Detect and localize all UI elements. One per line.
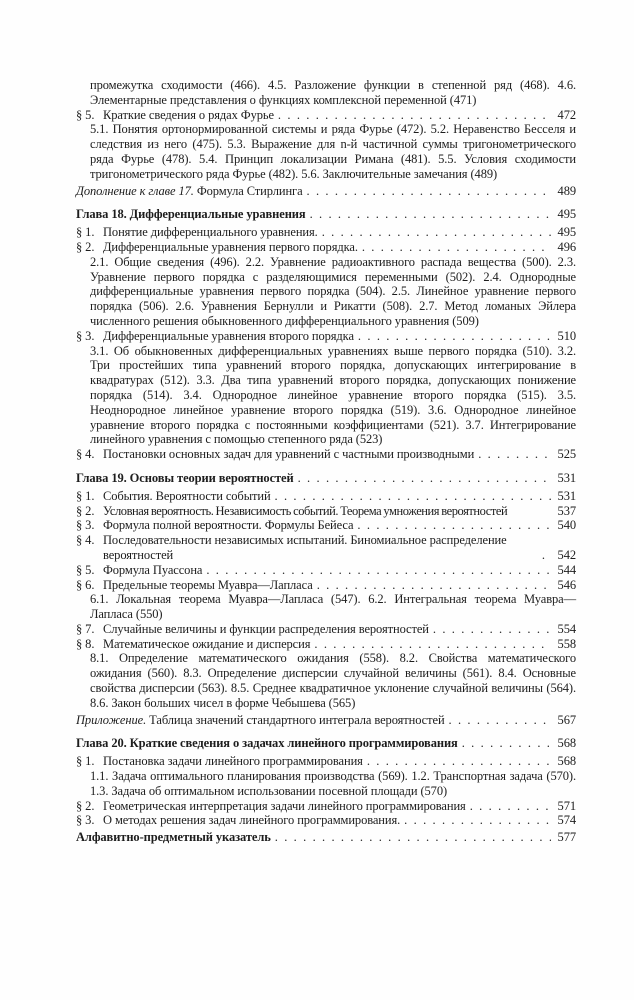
entry-page-number: 544 [557, 562, 576, 577]
dot-leader [470, 799, 551, 814]
toc-supplement [76, 713, 576, 728]
section-marker: § 8. [76, 636, 95, 651]
entry-title: Геометрическая интерпретация задачи линейного программирования [103, 798, 466, 813]
section-marker: § 1. [76, 754, 95, 769]
toc-section [76, 813, 576, 828]
dot-leader [462, 736, 551, 751]
dot-leader [278, 108, 551, 123]
supplement-label: Приложение. [76, 712, 147, 727]
dot-leader [317, 578, 551, 593]
toc-section [76, 754, 576, 769]
dot-leader [542, 548, 551, 563]
entry-title: О методах решения задач линейного программирования. [103, 813, 401, 828]
entry-title [76, 713, 445, 728]
dot-leader [362, 240, 551, 255]
entry-page-number: 495 [557, 225, 576, 240]
toc-section [76, 563, 576, 578]
dot-leader [404, 813, 551, 828]
toc-subitems: 6.1. Локальная теорема Муавра—Лапласа (547). 6.2. Интегральная теорема Муавра—Лапласа (550) [90, 592, 576, 622]
entry-title: Последовательности независимых испытаний. Биномиальное распределение вероятностей [103, 533, 507, 562]
toc-section [76, 504, 576, 519]
entry-page-number: 567 [557, 712, 576, 727]
entry-title: Дифференциальные уравнения первого порядка. [103, 239, 358, 254]
section-marker: § 3. [76, 518, 95, 533]
entry-title: Понятие дифференциального уравнения. [103, 225, 318, 240]
dot-leader [449, 713, 551, 728]
section-marker: § 5. [76, 562, 95, 577]
dot-leader [367, 754, 551, 769]
toc-section [76, 518, 576, 533]
chapter-title: Глава 19. Основы теории вероятностей [76, 470, 294, 485]
entry-title: Дифференциальные уравнения второго порядка [103, 328, 354, 343]
toc-supplement [76, 184, 576, 199]
entry-page-number: 546 [557, 577, 576, 592]
toc-section [76, 578, 576, 593]
toc-section [76, 329, 576, 344]
chapter-title: Глава 20. Краткие сведения о задачах линейного программирования [76, 736, 458, 751]
section-marker: § 2. [76, 239, 95, 254]
entry-title [76, 184, 303, 199]
dot-leader [298, 471, 551, 486]
toc-chapter [76, 471, 576, 486]
entry-page-number: 542 [557, 547, 576, 562]
supplement-title: Таблица значений стандартного интеграла вероятностей [149, 712, 445, 727]
toc-section [76, 489, 576, 504]
section-marker: § 3. [76, 813, 95, 828]
entry-page-number: 489 [557, 183, 576, 198]
section-marker: § 2. [76, 503, 95, 518]
entry-title: Математическое ожидание и дисперсия [103, 636, 311, 651]
entry-page-number: 537 [557, 503, 576, 518]
entry-title: Случайные величины и функции распределения вероятностей [103, 621, 429, 636]
section-marker: § 1. [76, 488, 95, 503]
dot-leader [322, 225, 551, 240]
entry-page-number: 577 [557, 830, 576, 845]
toc-subitems: 8.1. Определение математического ожидания (558). 8.2. Свойства математического ожидания (560). 8.3. Определение дисперсии случайной величины (561). 8.4. Основные свойства дисперсии (563). 8.5. Среднее квадратичное уклонение случайной величины (564). 8.6. Закон больших чисел в форме Чебышева (565) [90, 651, 576, 710]
entry-page-number: 472 [557, 107, 576, 122]
entry-page-number: 496 [557, 239, 576, 254]
entry-page-number: 540 [557, 518, 576, 533]
toc-subitems: 2.1. Общие сведения (496). 2.2. Уравнение радиоактивного распада вещества (500). 2.3. Уравнение первого порядка с разделяющимися переменными (502). 2.4. Однородные дифференциальные уравнения первого порядка (504). 2.5. Линейное уравнение первого порядка (506). 2.6. Уравнения Бернулли и Рикатти (508). 2.7. Метод ломаных Эйлера численного решения обыкновенного дифференциального уравнения (509) [90, 254, 576, 328]
index-title: Алфавитно-предметный указатель [76, 830, 271, 845]
entry-title: Краткие сведения о рядах Фурье [103, 107, 274, 122]
toc-subitems: 1.1. Задача оптимального планирования производства (569). 1.2. Транспортная задача (570). 1.3. Задача об оптимальном использовании посевной площади (570) [90, 769, 576, 798]
toc-section [76, 225, 576, 240]
toc-subitems: промежутка сходимости (466). 4.5. Разложение функции в степенной ряд (468). 4.6. Элементарные представления о функциях комплексной переменной (471) [90, 78, 576, 107]
entry-page-number: 554 [557, 621, 576, 636]
entry-page-number: 531 [557, 488, 576, 503]
entry-page-number: 568 [557, 754, 576, 769]
entry-page-number: 568 [557, 736, 576, 751]
supplement-label: Дополнение к главе 17. [76, 183, 194, 198]
dot-leader [310, 207, 551, 222]
dot-leader [206, 563, 551, 578]
entry-title: Предельные теоремы Муавра—Лапласа [103, 577, 313, 592]
toc-subitems: 3.1. Об обыкновенных дифференциальных уравнениях выше первого порядка (510). 3.2. Три простейших типа уравнений второго порядка, допускающих интегрирование в квадратурах (512). 3.3. Два типа уравнений второго порядка, допускающих понижение порядка (514). 3.4. Однородное линейное уравнение второго порядка (515). 3.5. Неоднородное линейное уравнение второго порядка (519). 3.6. Однородное линейное уравнение второго порядка с постоянными коэффициентами (521). 3.7. Интегрирование линейного уравнения с помощью степенного ряда (523) [90, 343, 576, 447]
section-marker: § 6. [76, 577, 95, 592]
toc-index-entry [76, 830, 576, 845]
toc-section [76, 240, 576, 255]
dot-leader [275, 830, 551, 845]
section-marker: § 7. [76, 621, 95, 636]
dot-leader [358, 329, 551, 344]
section-marker: § 5. [76, 107, 95, 122]
entry-page-number: 525 [557, 447, 576, 462]
toc-section [76, 533, 576, 563]
section-marker: § 3. [76, 328, 95, 343]
dot-leader [275, 489, 551, 504]
dot-leader [478, 447, 551, 462]
supplement-title: Формула Стирлинга [196, 183, 303, 198]
entry-page-number: 571 [557, 798, 576, 813]
section-marker: § 1. [76, 225, 95, 240]
dot-leader [314, 637, 551, 652]
toc-chapter [76, 207, 576, 222]
entry-title: Формула полной вероятности. Формулы Бейеса [103, 518, 354, 533]
entry-title: События. Вероятности событий [103, 488, 271, 503]
chapter-title: Глава 18. Дифференциальные уравнения [76, 207, 306, 222]
toc-section [76, 799, 576, 814]
section-marker: § 4. [76, 533, 95, 548]
dot-leader [307, 184, 551, 199]
dot-leader [433, 622, 551, 637]
toc-subitems: 5.1. Понятия ортонормированной системы и ряда Фурье (472). 5.2. Неравенство Бесселя и следствия из него (475). 5.3. Выражение для n-й частичной суммы тригонометрического ряда Фурье (478). 5.4. Принцип локализации Римана (481). 5.5. Условия сходимости тригонометрического ряда Фурье (482). 5.6. Заключительные замечания (489) [90, 122, 576, 181]
section-marker: § 2. [76, 798, 95, 813]
entry-page-number: 574 [557, 813, 576, 828]
entry-page-number: 495 [557, 207, 576, 222]
toc-section [76, 622, 576, 637]
dot-leader [357, 518, 551, 533]
toc-chapter [76, 736, 576, 751]
entry-title: Постановки основных задач для уравнений с частными производными [103, 447, 475, 462]
toc-section [76, 447, 576, 462]
entry-title: Условная вероятность. Независимость событий. Теорема умножения вероятностей [103, 503, 508, 518]
entry-page-number: 558 [557, 636, 576, 651]
entry-title: Формула Пуассона [103, 562, 203, 577]
entry-page-number: 510 [557, 328, 576, 343]
section-marker: § 4. [76, 447, 95, 462]
entry-page-number: 531 [557, 470, 576, 485]
entry-title: Постановка задачи линейного программирования [103, 754, 363, 769]
toc-section [76, 637, 576, 652]
toc-section [76, 108, 576, 123]
